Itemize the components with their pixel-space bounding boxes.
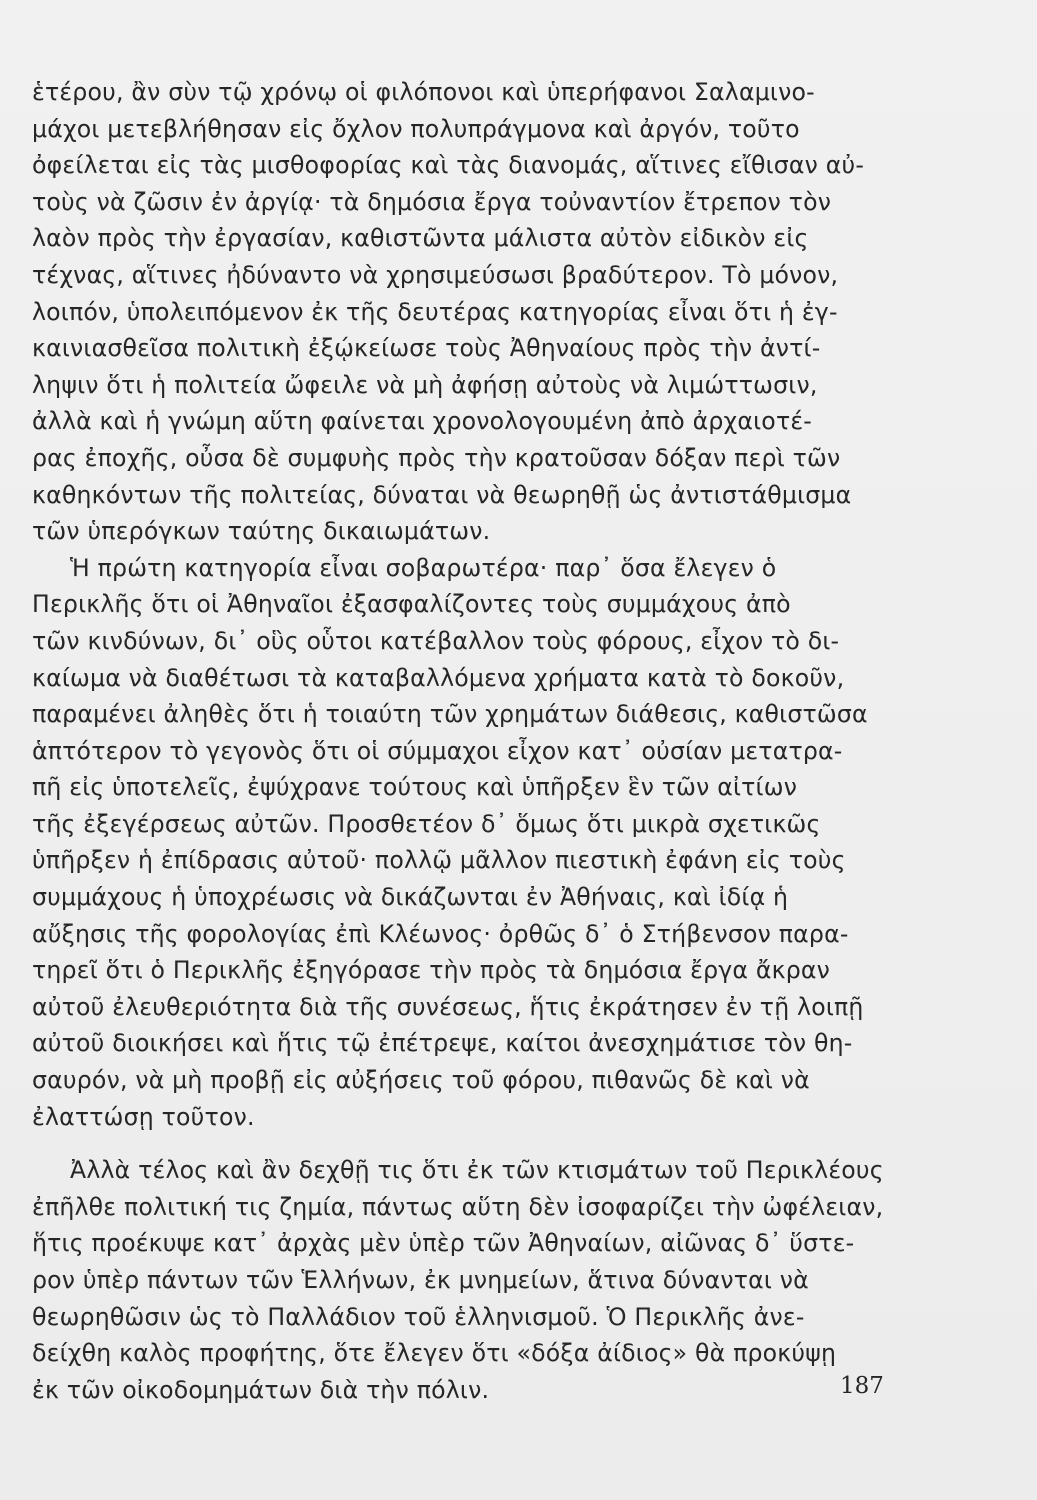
text-line: καινιασθεῖσα πολιτικὴ ἐξῴκείωσε τοὺς Ἀθηναίους πρὸς τὴν ἀντί- xyxy=(32,334,821,363)
text-line: παραμένει ἀληθὲς ὅτι ἡ τοιαύτη τῶν χρημάτων διάθεσις, καθιστῶσα xyxy=(32,700,868,729)
text-line: ρον ὑπὲρ πάντων τῶν Ἑλλήνων, ἐκ μνημείων, ἅτινα δύνανται νὰ xyxy=(32,1266,809,1294)
text-line: ἐκ τῶν οἰκοδομημάτων διὰ τὴν πόλιν. xyxy=(32,1375,490,1404)
text-line: αὐτοῦ διοικήσει καὶ ἥτις τῷ ἐπέτρεψε, καίτοι ἀνεσχημάτισε τὸν θη- xyxy=(32,1029,853,1058)
text-line: δείχθη καλὸς προφήτης, ὅτε ἔλεγεν ὅτι «δόξα ἀίδιος» θὰ προκύψῃ xyxy=(32,1339,837,1368)
text-line: ἐπῆλθε πολιτική τις ζημία, πάντως αὕτη δὲν ἰσοφαρίζει τὴν ὠφέλειαν, xyxy=(32,1192,884,1221)
text-line: ἥτις προέκυψε κατ᾿ ἀρχὰς μὲν ὑπὲρ τῶν Ἀθηναίων, αἰῶνας δ᾿ ὕστε- xyxy=(32,1229,855,1258)
text-line: συμμάχους ἡ ὑποχρέωσις νὰ δικάζωνται ἐν Ἀθήναις, καὶ ἰδίᾳ ἡ xyxy=(32,883,789,912)
text-line: λοιπόν, ὑπολειπόμενον ἐκ τῆς δευτέρας κατηγορίας εἶναι ὅτι ἡ ἐγ- xyxy=(32,297,838,326)
paragraph-1 xyxy=(32,74,912,550)
text-line: καίωμα νὰ διαθέτωσι τὰ καταβαλλόμενα χρήματα κατὰ τὸ δοκοῦν, xyxy=(32,663,845,692)
paragraph-2 xyxy=(32,550,912,1136)
paragraph-3 xyxy=(32,1152,912,1408)
text-line: Περικλῆς ὅτι οἱ Ἀθηναῖοι ἐξασφαλίζοντες τοὺς συμμάχους ἀπὸ xyxy=(32,590,791,619)
text-line: αὔξησις τῆς φορολογίας ἐπὶ Κλέωνος· ὀρθῶς δ᾿ ὁ Στήβενσον παρα- xyxy=(32,919,849,948)
text-line: πῆ εἰς ὑποτελεῖς, ἐψύχρανε τούτους καὶ ὑπῆρξεν ἓν τῶν αἰτίων xyxy=(32,773,798,802)
text-line: ἑτέρου, ἂν σὺν τῷ χρόνῳ οἱ φιλόπονοι καὶ ὑπερήφανοι Σαλαμινο- xyxy=(32,78,815,106)
text-line: ὀφείλεται εἰς τὰς μισθοφορίας καὶ τὰς διανομάς, αἵτινες εἴθισαν αὐ- xyxy=(32,151,865,180)
body-text xyxy=(32,74,912,1408)
text-line: ληψιν ὅτι ἡ πολιτεία ὤφειλε νὰ μὴ ἀφήσῃ αὐτοὺς νὰ λιμώττωσιν, xyxy=(32,370,818,399)
text-line: ὑπῆρξεν ἡ ἐπίδρασις αὐτοῦ· πολλῷ μᾶλλον πιεστικὴ ἐφάνη εἰς τοὺς xyxy=(32,846,846,875)
text-line: τῆς ἐξεγέρσεως αὐτῶν. Προσθετέον δ᾿ ὅμως ὅτι μικρὰ σχετικῶς xyxy=(32,809,821,838)
paragraph-gap xyxy=(32,1135,912,1152)
text-line: Ἀλλὰ τέλος καὶ ἂν δεχθῇ τις ὅτι ἐκ τῶν κτισμάτων τοῦ Περικλέους xyxy=(70,1156,884,1185)
text-line: Ἡ πρώτη κατηγορία εἶναι σοβαρωτέρα· παρ᾿ ὅσα ἔλεγεν ὁ xyxy=(70,553,777,582)
text-line: θεωρηθῶσιν ὡς τὸ Παλλάδιον τοῦ ἑλληνισμοῦ. Ὁ Περικλῆς ἀνε- xyxy=(32,1302,805,1331)
text-line: τῶν ὑπερόγκων ταύτης δικαιωμάτων. xyxy=(32,517,491,546)
text-line: τῶν κινδύνων, δι᾿ οὓς οὗτοι κατέβαλλον τοὺς φόρους, εἶχον τὸ δι- xyxy=(32,626,840,655)
page-number: 187 xyxy=(840,1373,884,1399)
text-line: λαὸν πρὸς τὴν ἐργασίαν, καθιστῶντα μάλιστα αὐτὸν εἰδικὸν εἰς xyxy=(32,224,809,253)
text-line: ἐλαττώσῃ τοῦτον. xyxy=(32,1102,255,1131)
text-line: ἀλλὰ καὶ ἡ γνώμη αὕτη φαίνεται χρονολογουμένη ἀπὸ ἀρχαιοτέ- xyxy=(32,407,813,436)
text-line: ρας ἐποχῆς, οὖσα δὲ συμφυὴς πρὸς τὴν κρατοῦσαν δόξαν περὶ τῶν xyxy=(32,443,841,472)
text-line: μάχοι μετεβλήθησαν εἰς ὄχλον πολυπράγμονα καὶ ἀργόν, τοῦτο xyxy=(32,114,800,143)
text-line: αὐτοῦ ἐλευθεριότητα διὰ τῆς συνέσεως, ἥτις ἐκράτησεν ἐν τῇ λοιπῇ xyxy=(32,992,864,1021)
text-line: καθηκόντων τῆς πολιτείας, δύναται νὰ θεωρηθῇ ὡς ἀντιστάθμισμα xyxy=(32,480,852,509)
text-line: τοὺς νὰ ζῶσιν ἐν ἀργίᾳ· τὰ δημόσια ἔργα τοὐναντίον ἔτρεπον τὸν xyxy=(32,187,832,216)
text-line: σαυρόν, νὰ μὴ προβῇ εἰς αὐξήσεις τοῦ φόρου, πιθανῶς δὲ καὶ νὰ xyxy=(32,1066,810,1095)
text-line: τηρεῖ ὅτι ὁ Περικλῆς ἐξηγόρασε τὴν πρὸς τὰ δημόσια ἔργα ἄκραν xyxy=(32,956,831,985)
text-line: τέχνας, αἵτινες ἠδύναντο νὰ χρησιμεύσωσι βραδύτερον. Τὸ μόνον, xyxy=(32,260,839,289)
text-line: ἁπτότερον τὸ γεγονὸς ὅτι οἱ σύμμαχοι εἶχον κατ᾿ οὐσίαν μετατρα- xyxy=(32,736,843,765)
